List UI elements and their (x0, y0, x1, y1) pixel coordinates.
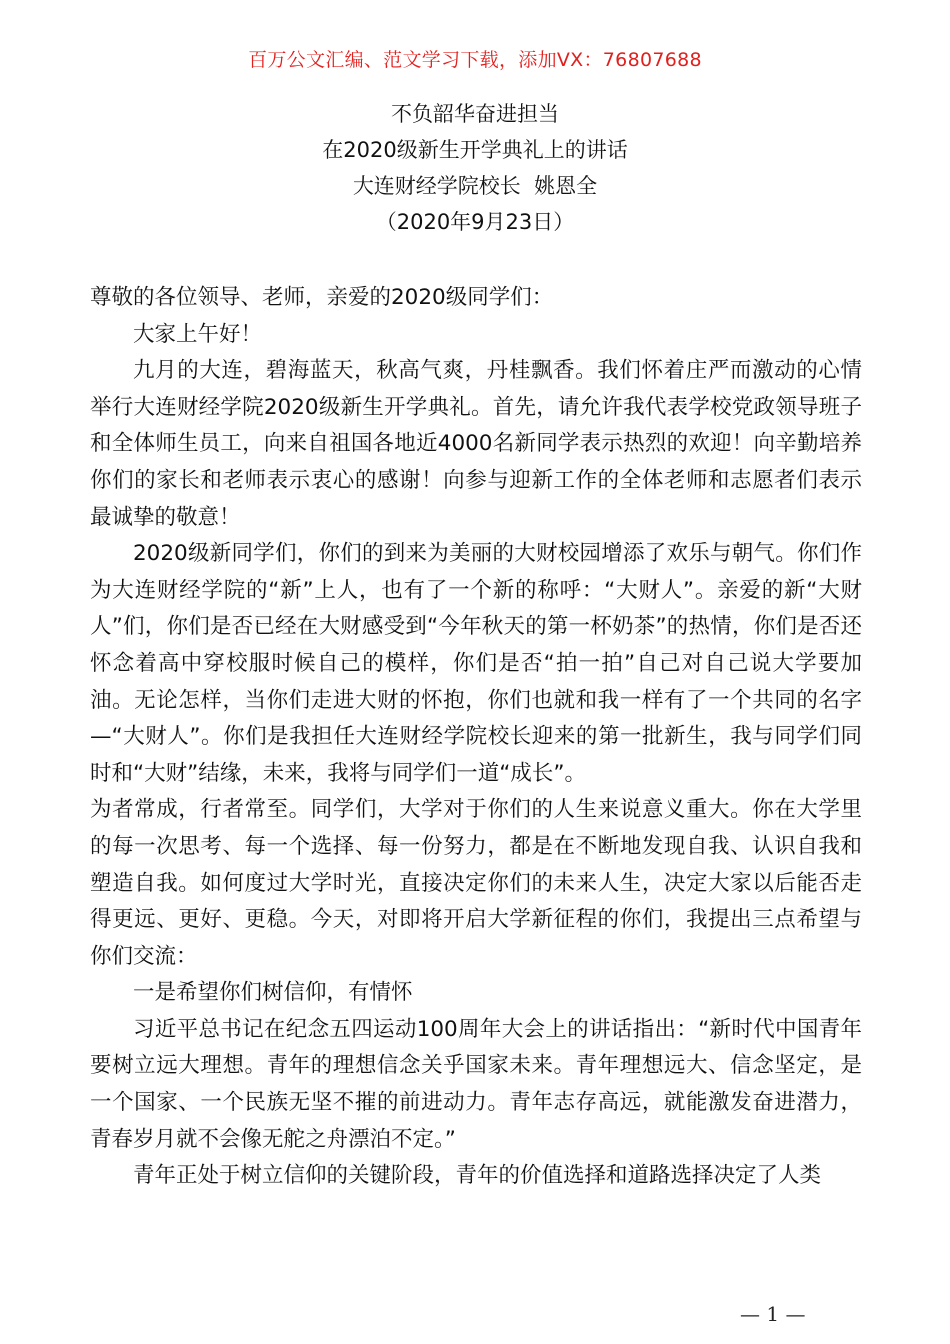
promo-banner: 百万公文汇编、范文学习下载，添加VX：76807688 (248, 49, 702, 71)
paragraph: 为者常成，行者常至。同学们，大学对于你们的人生来说意义重大。你在大学里的每一次思考、每一个选择、每一份努力，都是在不断地发现自我、认识自我和塑造自我。如何度过大学时光，直接决定你们的未来人生，决定大家以后能否走得更远、更好、更稳。今天，对即将开启大学新征程的你们，我提出三点希望与你们交流： (90, 797, 862, 969)
paragraph: 2020级新同学们，你们的到来为美丽的大财校园增添了欢乐与朝气。你们作为大连财经学院的“新”上人，也有了一个新的称呼：“大财人”。亲爱的新“大财人”们，你们是否已经在大财感受到“今年秋天的第一杯奶茶”的热情，你们是否还怀念着高中穿校服时候自己的模样，你们是否“拍一拍”自己对自己说大学要加油。无论怎样，当你们走进大财的怀抱，你们也就和我一样有了一个共同的名字—“大财人”。你们是我担任大连财经学院校长迎来的第一批新生，我与同学们同时和“大财”结缘，未来，我将与同学们一道“成长”。 (90, 541, 862, 786)
salutation: 尊敬的各位领导、老师，亲爱的2020级同学们： (90, 285, 554, 310)
speaker-line: 大连财经学院校长 姚恩全 (352, 174, 598, 198)
title-block (0, 96, 950, 240)
page-number: — 1 — (740, 1302, 806, 1326)
section-heading: 一是希望你们树信仰，有情怀 (133, 980, 413, 1006)
paragraph: 九月的大连，碧海蓝天，秋高气爽，丹桂飘香。我们怀着庄严而激动的心情举行大连财经学院2020级新生开学典礼。首先，请允许我代表学校党政领导班子和全体师生员工，向来自祖国各地近4000名新同学表示热烈的欢迎！向辛勤培养你们的家长和老师表示衷心的感谢！向参与迎新工作的全体老师和志愿者们表示最诚挚的敬意！ (90, 358, 862, 530)
paragraph: 青年正处于树立信仰的关键阶段，青年的价值选择和道路选择决定了人类 (133, 1163, 822, 1189)
speech-title: 不负韶华奋进担当 (391, 102, 559, 126)
speech-body (90, 280, 862, 1195)
greeting: 大家上午好！ (133, 321, 263, 347)
speech-date: （2020年9月23日） (375, 210, 575, 234)
speech-subtitle: 在2020级新生开学典礼上的讲话 (322, 138, 628, 162)
paragraph: 习近平总书记在纪念五四运动100周年大会上的讲话指出：“新时代中国青年要树立远大理想。青年的理想信念关乎国家未来。青年理想远大、信念坚定，是一个国家、一个民族无坚不摧的前进动力。青年志存高远，就能激发奋进潜力，青春岁月就不会像无舵之舟漂泊不定。” (90, 1016, 862, 1152)
